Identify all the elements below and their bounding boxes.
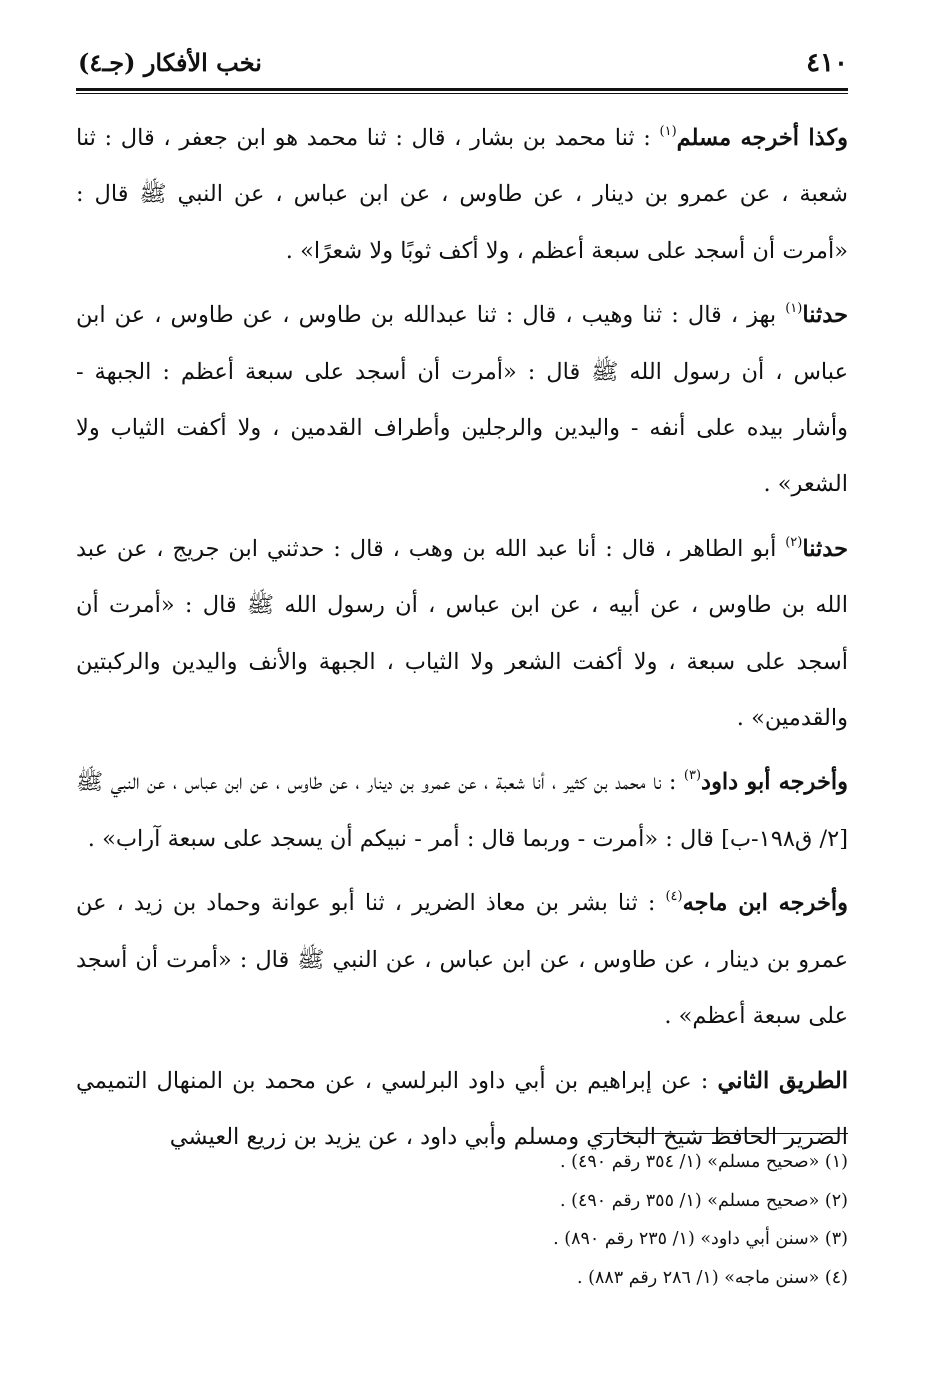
footnote: (١) «صحيح مسلم» (١/ ٣٥٤ رقم ٤٩٠) . (560, 1152, 848, 1172)
paragraph-lead: الطريق الثاني (717, 1067, 848, 1094)
paragraph (76, 287, 848, 513)
footnote-separator (600, 1133, 848, 1134)
paragraph (76, 110, 848, 279)
paragraph-text: : ثنا بشر بن معاذ الضرير ، ثنا أبو عوانة وحماد بن زيد ، عن عمرو بن دينار ، عن طاوس ، عن ابن عباس ، عن النبي ﷺ قال : «أمرت أن أسجد على سبعة أعظم» . (76, 890, 848, 1030)
paragraph-lead: وأخرجه ابن ماجه (682, 890, 848, 917)
paragraph-lead: وأخرجه أبو داود (701, 769, 848, 796)
paragraph (76, 875, 848, 1044)
footnote-marker: (١) (659, 124, 677, 139)
footnotes (76, 1143, 848, 1297)
paragraph-lead: وكذا أخرجه مسلم (676, 125, 848, 151)
page-number: ٤١٠ (806, 48, 848, 78)
footnote-marker: (١) (785, 301, 803, 317)
paragraph-lead: حدثنا (802, 302, 848, 329)
footnote-marker: (٣) (683, 768, 702, 784)
paragraph-text: أبو الطاهر ، قال : أنا عبد الله بن وهب ، قال : حدثني ابن جريج ، عن عبد الله بن طاوس ، عن أبيه ، عن ابن عباس ، أن رسول الله ﷺ قال : «أمرت أن أسجد على سبعة ، ولا أكفت الشعر ولا الثياب ، الجبهة والأنف واليدين والركبتين والقدمين» . (76, 535, 848, 732)
header-rule-thin (76, 93, 848, 94)
paragraph-text: : نا محمد بن كثير ، أنا شعبة ، عن عمرو بن دينار ، عن طاوس ، عن ابن عباس ، عن النبي ﷺ [٢/ ق١٩٨-ب] قال : «أمرت - وربما قال : أمر - نبيكم أن يسجد على سبعة آراب» . (76, 769, 848, 852)
paragraph-text: : ثنا محمد بن بشار ، قال : ثنا محمد هو ابن جعفر ، قال : ثنا شعبة ، عن عمرو بن دينار ، عن طاوس ، عن ابن عباس ، عن النبي ﷺ قال : «أمرت أن أسجد على سبعة أعظم ، ولا أكف ثوبًا ولا شعرًا» . (76, 125, 848, 264)
page-header (78, 48, 848, 88)
footnote: (٣) «سنن أبي داود» (١/ ٢٣٥ رقم ٨٩٠) . (553, 1229, 848, 1249)
header-rule (76, 88, 848, 91)
paragraph-lead: حدثنا (802, 535, 848, 562)
footnote: (٤) «سنن ماجه» (١/ ٢٨٦ رقم ٨٨٣) . (577, 1267, 848, 1288)
paragraph-text: : عن إبراهيم بن أبي داود البرلسي ، عن محمد بن المنهال التميمي الضرير الحافظ شيخ البخاري ومسلم وأبي داود ، عن يزيد بن زريع العيشي (76, 1067, 848, 1150)
footnote: (٢) «صحيح مسلم» (١/ ٣٥٥ رقم ٤٩٠) . (560, 1190, 848, 1211)
paragraph (76, 754, 848, 867)
footnote-marker: (٢) (785, 534, 803, 550)
footnote-marker: (٤) (665, 889, 683, 905)
running-title: نخب الأفكار (جـ٤) (78, 48, 262, 77)
paragraph-text: بهز ، قال : ثنا وهيب ، قال : ثنا عبدالله بن طاوس ، عن طاوس ، عن ابن عباس ، أن رسول الله ﷺ قال : «أمرت أن أسجد على سبعة أعظم : الجبهة - وأشار بيده على أنفه - واليدين والرجلين وأطراف القدمين ، ولا أكفت الثياب ولا الشعر» . (76, 302, 848, 498)
main-text (76, 110, 848, 1173)
paragraph (76, 521, 848, 747)
